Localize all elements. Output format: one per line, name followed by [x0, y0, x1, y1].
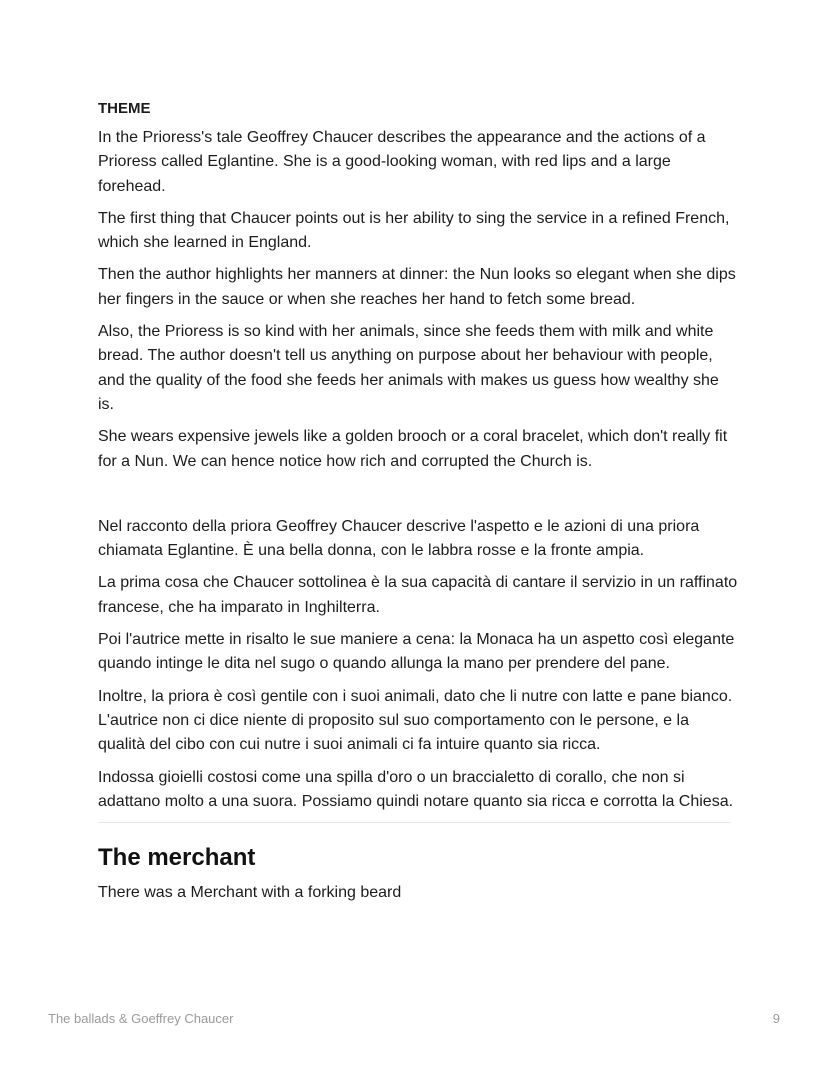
italian-paragraph: Inoltre, la priora è così gentile con i suoi animali, dato che li nutre con latte e pane bianco. L'autrice non ci dice niente di proposito sul suo comportamento con le persone, e la qualità del cibo con cui nutre i suoi animali ci fa intuire quanto sia ricca.	[98, 687, 733, 754]
section-spacer	[98, 482, 738, 515]
section-divider	[98, 822, 730, 823]
footer-document-title: The ballads & Goeffrey Chaucer	[48, 1011, 234, 1026]
italian-paragraph: Indossa gioielli costosi come una spilla d'oro o un braccialetto di corallo, che non si adattano molto a una suora. Possiamo quindi notare quanto sia ricca e corrotta la Chiesa.	[98, 768, 734, 810]
english-paragraph: Also, the Prioress is so kind with her animals, since she feeds them with milk and white bread. The author doesn't tell us anything on purpose about her behaviour with people, and the quality of the food she feeds her animals with makes us guess how wealthy she is.	[98, 323, 719, 413]
merchant-intro: There was a Merchant with a forking beard	[98, 884, 402, 902]
theme-heading: THEME	[98, 100, 151, 117]
english-paragraph: She wears expensive jewels like a golden brooch or a coral bracelet, which don't really fit for a Nun. We can hence notice how rich and corrupted the Church is.	[98, 428, 728, 470]
italian-paragraph: La prima cosa che Chaucer sottolinea è la sua capacità di cantare il servizio in un raffinato francese, che ha imparato in Inghilterra.	[98, 574, 738, 616]
merchant-title: The merchant	[98, 844, 256, 872]
italian-paragraph: Poi l'autrice mette in risalto le sue maniere a cena: la Monaca ha un aspetto così elegante quando intinge le dita nel sugo o quando allunga la mano per prendere del pane.	[98, 631, 735, 673]
footer-page-number: 9	[772, 1011, 780, 1026]
english-paragraph: Then the author highlights her manners at dinner: the Nun looks so elegant when she dips her fingers in the sauce or when she reaches her hand to fetch some bread.	[98, 266, 736, 308]
english-paragraph: In the Prioress's tale Geoffrey Chaucer describes the appearance and the actions of a Prioress called Eglantine. She is a good-looking woman, with red lips and a large forehead.	[98, 129, 706, 195]
page-content	[98, 99, 738, 913]
italian-paragraph: Nel racconto della priora Geoffrey Chaucer descrive l'aspetto e le azioni di una priora chiamata Eglantine. È una bella donna, con le labbra rosse e la fronte ampia.	[98, 517, 700, 560]
english-paragraph: The first thing that Chaucer points out is her ability to sing the service in a refined French, which she learned in England.	[98, 209, 730, 252]
